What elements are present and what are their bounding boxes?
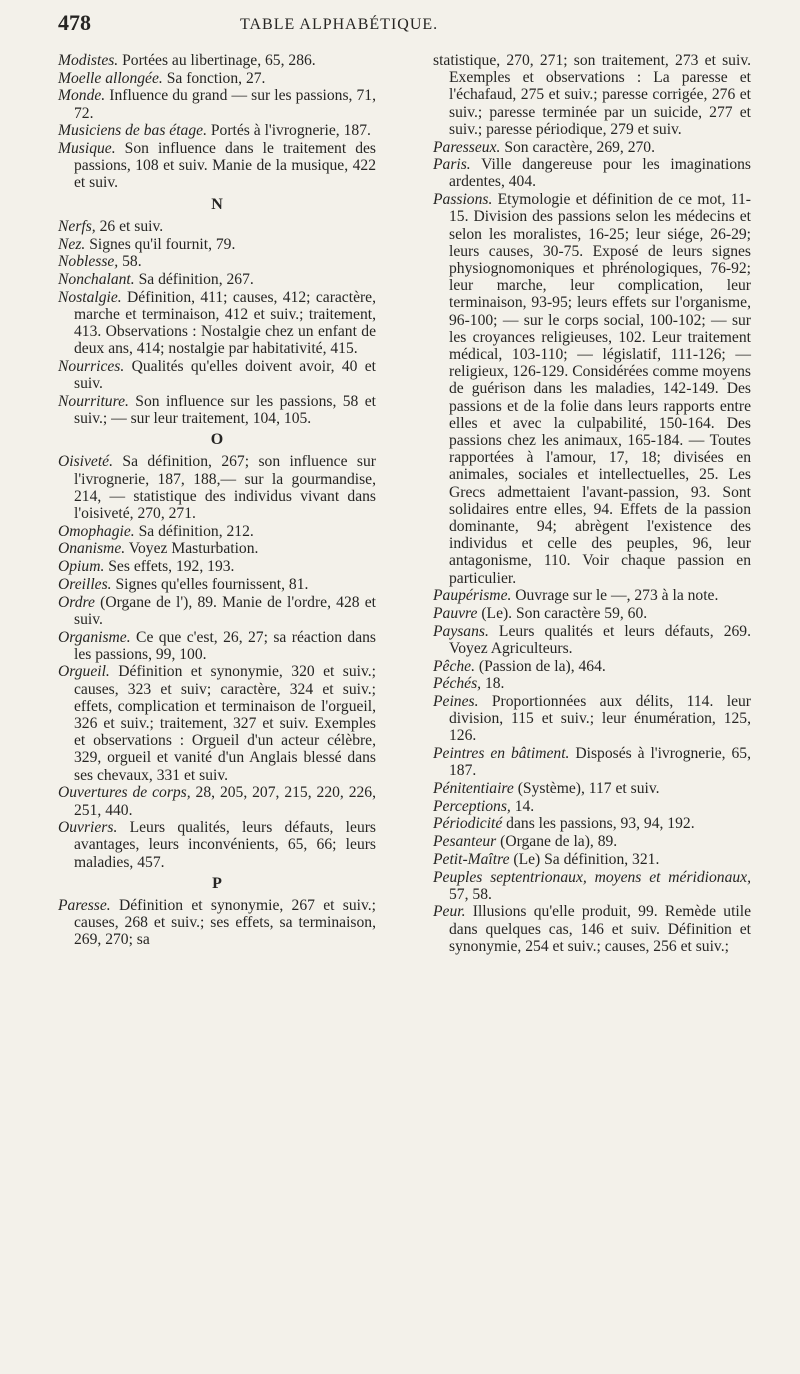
entry-text: (Le). Son caractère 59, 60. [477, 605, 648, 622]
entry-headword: Nourrices. [58, 357, 125, 375]
entry-headword: Nonchalant. [58, 270, 135, 288]
right-column [433, 52, 751, 956]
index-entry [58, 629, 376, 663]
entry-text: Ouvrage sur le —, 273 à la note. [511, 587, 719, 605]
entry-headword: Perceptions, [433, 797, 511, 815]
entry-headword: Nostalgie. [58, 288, 122, 306]
entry-text: Ses effets, 192, 193. [104, 558, 235, 576]
entry-headword: Paysans. [433, 622, 489, 640]
index-entry [433, 156, 751, 190]
entry-text: Sa définition, 267. [134, 270, 254, 288]
entry-text: Ville dangereuse pour les imaginations ardentes, 404. [449, 156, 751, 191]
entry-headword: Paris. [433, 156, 471, 174]
entry-text: Son caractère, 269, 270. [500, 138, 656, 156]
entry-headword: Passions. [433, 191, 493, 209]
index-entry [58, 253, 376, 270]
index-entry [58, 819, 376, 871]
entry-text: (Organe de la), 89. [496, 833, 618, 851]
index-entry [58, 70, 376, 87]
entry-headword: Pauvre [433, 605, 478, 622]
entry-text: (Système), 117 et suiv. [513, 780, 660, 798]
index-entry [433, 815, 751, 832]
entry-headword: Paupérisme. [433, 587, 512, 605]
entry-text: Voyez Masturbation. [125, 540, 259, 558]
entry-headword: Onanisme. [58, 540, 126, 558]
entry-text: Disposés à l'ivrognerie, 65, 187. [449, 745, 751, 780]
section-letter: O [210, 431, 224, 449]
entry-headword: Nourriture. [58, 392, 129, 410]
index-entry [433, 191, 751, 587]
index-entry [433, 658, 751, 675]
entry-text: Définition et synonymie, 267 et suiv.; causes, 268 et suiv.; ses effets, sa terminaison, 269, 270; sa [74, 897, 376, 949]
entry-text: Portées au libertinage, 65, 286. [118, 52, 316, 69]
entry-text: 18. [481, 675, 505, 693]
entry-headword: Petit-Maître [433, 850, 510, 868]
index-entry [433, 780, 751, 797]
entry-text: Ce que c'est, 26, 27; sa réaction dans les passions, 99, 100. [74, 628, 376, 663]
entry-headword: Peines. [433, 693, 479, 711]
index-entry [58, 52, 376, 69]
entry-text: Sa définition, 212. [134, 522, 254, 540]
index-entry [433, 605, 751, 622]
entry-text: (Passion de la), 464. [474, 657, 606, 675]
entry-text: Illusions qu'elle produit, 99. Remède utile dans quelques cas, 146 et suiv. Définition et synonymie, 254 et suiv.; causes, 256 et suiv.; [449, 903, 751, 955]
index-entry [58, 218, 376, 235]
entry-text: 58. [118, 253, 142, 271]
entry-headword: Opium. [58, 558, 105, 576]
entry-text: Sa fonction, 27. [162, 69, 266, 87]
entry-text: (Organe de l'), 89. Manie de l'ordre, 428 et suiv. [74, 593, 376, 628]
index-entry [433, 675, 751, 692]
entry-text: Proportionnées aux délits, 114. leur division, 115 et suiv.; leur énumération, 125, 126. [449, 693, 751, 745]
entry-text: Définition et synonymie, 320 et suiv.; causes, 323 et suiv; caractère, 324 et suiv.; effets, complication et terminaison de l'orgueil, 326 et suiv.; traitement, 327 et suiv. Exemples et observations : Orgueil d'un acteur célèbre, 329, orgueil et vanité d'un Anglais blessé dans ses chevaux, 331 et suiv. [74, 663, 376, 784]
entry-text: 14. [510, 797, 535, 815]
entry-headword: Ordre [58, 593, 95, 611]
index-entry [58, 540, 376, 557]
index-entry [433, 52, 751, 138]
index-entry [58, 453, 376, 522]
entry-headword: Noblesse, [58, 253, 119, 271]
entry-text: dans les passions, 93, 94, 192. [502, 815, 695, 833]
entry-headword: Omophagie. [58, 522, 135, 540]
page-number: 478 [58, 10, 91, 35]
index-entry [58, 140, 376, 192]
entry-headword: Péchés, [433, 675, 482, 693]
index-entry [433, 623, 751, 657]
entry-text: Sa définition, 267; son influence sur l'ivrognerie, 187, 188,— sur la gourmandise, 214, — statistique des individus vivant dans l'oisiveté, 270, 271. [74, 453, 376, 523]
entry-text: Définition, 411; causes, 412; caractère, marche et terminaison, 412 et suiv.; traitement, 413. Observations : Nostalgie chez un enfant de deux ans, 414; nostalgie par habitativité, 415. [74, 288, 376, 358]
entry-headword: Peur. [433, 903, 466, 921]
entry-headword: Monde. [58, 87, 106, 105]
entry-headword: Modistes. [58, 52, 119, 69]
entry-headword: Périodicité [433, 815, 503, 833]
index-entry [433, 869, 751, 903]
index-entry [58, 897, 376, 949]
entry-text: Son influence sur les passions, 58 et suiv.; — sur leur traitement, 104, 105. [74, 392, 376, 428]
entry-headword: Oisiveté. [58, 453, 113, 471]
index-entry [433, 745, 751, 779]
entry-headword: Ouvertures de corps, [58, 784, 191, 802]
entry-text: Signes qu'elles fournissent, 81. [111, 575, 309, 593]
entry-text: Leurs qualités et leurs défauts, 269. Voyez Agriculteurs. [449, 622, 751, 657]
entry-headword: Oreilles. [58, 575, 112, 593]
index-entry [58, 576, 376, 593]
index-entry [58, 393, 376, 427]
entry-headword: Nez. [58, 235, 86, 253]
index-entry [58, 663, 376, 783]
entry-headword: Paresseux. [433, 138, 501, 156]
entry-headword: Nerfs, [58, 217, 96, 235]
entry-headword: Musique. [58, 140, 116, 158]
index-entry [433, 139, 751, 156]
entry-text: Influence du grand — sur les passions, 71, 72. [74, 87, 376, 122]
entry-headword: Paresse. [58, 897, 111, 915]
entry-text: Signes qu'il fournit, 79. [85, 235, 236, 253]
section-letter: P [212, 874, 222, 892]
entry-headword: Pêche. [433, 657, 475, 675]
entry-headword: Moelle allongée. [58, 69, 163, 87]
index-entry [58, 271, 376, 288]
entry-text: statistique, 270, 271; son traitement, 273 et suiv. Exemples et observations : La paresse et l'échafaud, 275 et suiv.; paresse corrigée, 276 et suiv.; paresse terminée par un suicide, 277 et suiv.; paresse périodique, 279 et suiv. [433, 52, 751, 138]
entry-headword: Ouvriers. [58, 819, 118, 837]
entry-headword: Orgueil. [58, 663, 110, 681]
left-column [58, 52, 376, 949]
entry-text: Leurs qualités, leurs défauts, leurs avantages, leurs inconvénients, 65, 66; leurs maladies, 457. [74, 819, 376, 871]
index-entry [58, 87, 376, 121]
index-entry [433, 798, 751, 815]
entry-headword: Organisme. [58, 628, 131, 646]
index-entry [58, 122, 376, 139]
entry-headword: Peuples septentrionaux, moyens et méridionaux, [433, 868, 751, 886]
index-entry [433, 903, 751, 955]
index-entry [58, 523, 376, 540]
index-entry [433, 851, 751, 868]
index-entry [58, 594, 376, 628]
index-entry [58, 784, 376, 818]
entry-text: Etymologie et définition de ce mot, 11-15. Division des passions selon les médecins et selon les moralistes, 16-25; leur siége, 26-29; leurs causes, 30-75. Exposé de leurs signes physiognomoniques et phrénologiques, 76-92; leur marche, leur complication, leur terminaison, 93-95; leurs effets sur l'organisme, 96-100; — sur le corps social, 100-102; — sur les croyances religieuses, 102. Leur traitement médical, 103-110; — législatif, 111-126; — religieux, 126-129. Considérées comme moyens de guérison dans les maladies, 142-149. Des passions et de la folie dans leurs rapports entre elles et avec la culpabilité, 150-164. Des passions chez les animaux, 165-184. — Toutes rapportées à l'amour, 17, 18; divisées en animales, sociales et intellectuelles, 25. Les Grecs admettaient l'avant-passion, 93. Sont solidaires entre elles, 94. Effets de la passion dominante, 94; abrègent l'existence des individus et celle des peuples, 96, leur antagonisme, 110. Voir chaque passion en particulier. [449, 191, 751, 587]
index-entry [58, 558, 376, 575]
entry-text: Son influence dans le traitement des passions, 108 et suiv. Manie de la musique, 422 et suiv. [74, 140, 376, 192]
entry-text: Portés à l'ivrognerie, 187. [206, 122, 371, 140]
index-entry [433, 587, 751, 604]
entry-headword: Peintres en bâtiment. [433, 745, 570, 763]
page-header [58, 10, 778, 46]
entry-text: 28, 205, 207, 215, 220, 226, 251, 440. [74, 784, 376, 819]
running-title: TABLE ALPHABÉTIQUE. [240, 16, 439, 33]
index-entry [58, 358, 376, 392]
index-entry [433, 833, 751, 850]
entry-headword: Pesanteur [433, 833, 497, 851]
entry-text: 26 et suiv. [95, 217, 164, 235]
entry-headword: Pénitentiaire [433, 780, 514, 798]
entry-headword: Musiciens de bas étage. [58, 122, 207, 140]
entry-text: 57, 58. [449, 885, 492, 903]
section-letter: N [211, 195, 223, 213]
index-entry [433, 693, 751, 745]
entry-text: (Le) Sa définition, 321. [509, 850, 660, 868]
index-entry [58, 236, 376, 253]
index-entry [58, 289, 376, 358]
entry-text: Qualités qu'elles doivent avoir, 40 et suiv. [74, 357, 376, 393]
